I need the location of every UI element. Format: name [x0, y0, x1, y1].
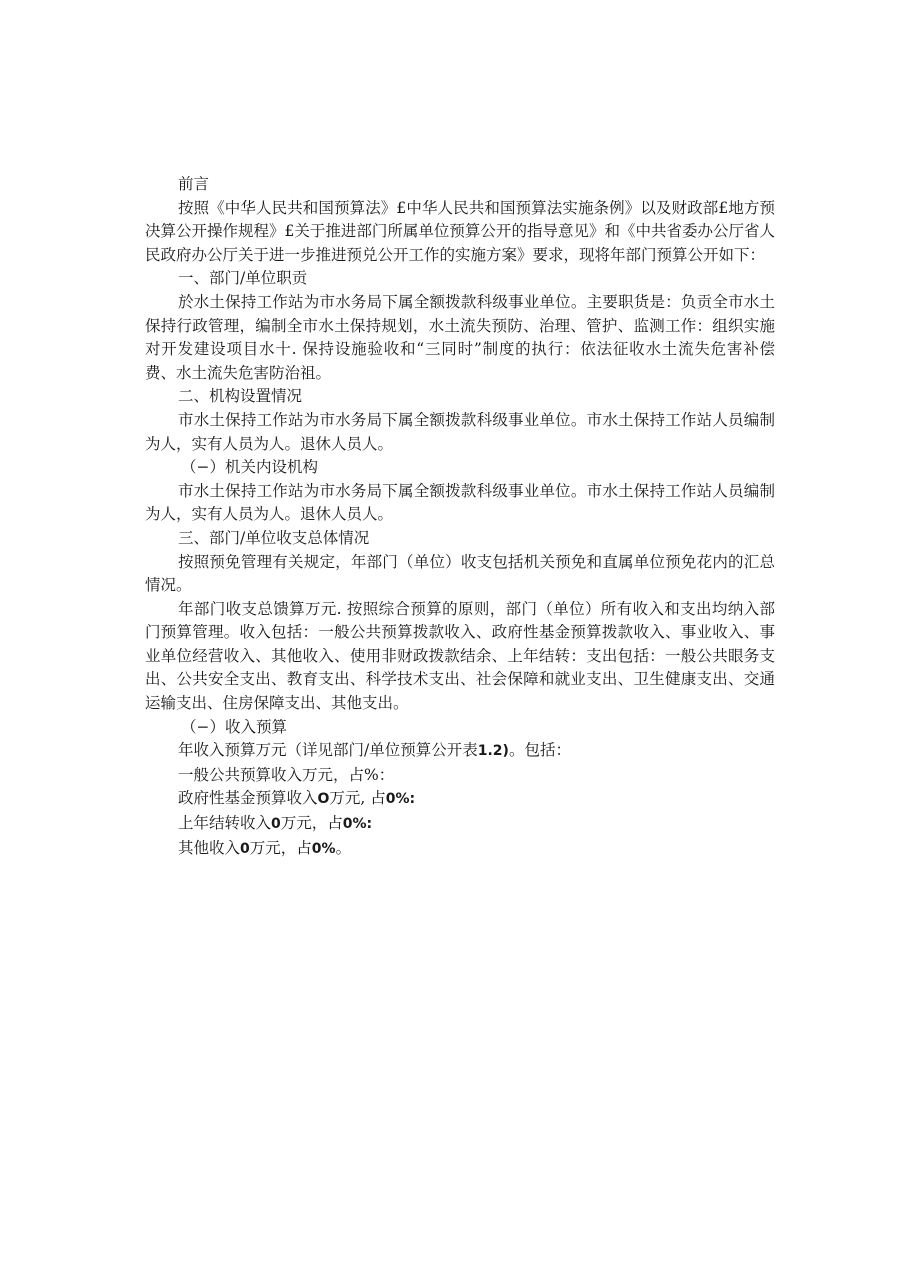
- section3-paragraph-2: 年部门收支总馈算万元. 按照综合预算的原则，部门（单位）所有收入和支出均纳入部门预算管理。收入包括：一般公共预算拨款收入、政府性基金预算拨款收入、事业收入、事业单位经营收入、其他收入、使用非财政拨款结余、上年结转：支出包括：一般公共眼务支出、公共安全支出、教育支出、科学技术支出、社会保障和就业支出、卫生健康支出、交通运输支出、住房保障支出、其他支出。: [145, 599, 775, 713]
- section2-title: 二、机构设置情况: [178, 387, 303, 406]
- income-line-carryover: [145, 812, 775, 837]
- income-line-total-text: 年收入预算万元（详见部门/单位预算公开表: [178, 741, 478, 760]
- section3-title: 三、部门/单位收支总体情况: [178, 528, 370, 547]
- income-line-other-label: 其他收入: [178, 838, 241, 857]
- income-line-total: [145, 739, 775, 764]
- section2-subsection-title: （−）机关内设机构: [181, 458, 318, 477]
- income-line-other-amount: 0: [240, 840, 250, 857]
- income-line-fund-percent: 0%:: [385, 791, 416, 808]
- income-line-carryover-label: 上年结转收入: [178, 814, 272, 833]
- income-budget-title: （−）收入预算: [181, 717, 287, 736]
- income-line-carryover-unit: 万元，占: [280, 814, 343, 833]
- document-body: [145, 173, 775, 861]
- income-line-fund-unit: 万元, 占: [329, 789, 386, 808]
- income-line-general: 一般公共预算收入万元，占%：: [178, 765, 395, 784]
- income-table-ref: 1.2): [477, 743, 509, 760]
- section1-title: 一、部门/单位职贡: [178, 269, 308, 288]
- section3-paragraph-1: 按照预免管理有关规定，年部门（单位）收支包括机关预免和直属单位预免花内的汇总情况。: [145, 552, 775, 595]
- income-line-carryover-amount: 0: [271, 816, 281, 833]
- income-line-total-tail: 。包括：: [508, 741, 571, 760]
- intro-paragraph: 按照《中华人民共和国预算法》£中华人民共和国预算法实施条例》以及财政部£地方预决算公开操作规程》£关于推进部门所属单位预算公开的指导意见》和《中共省委办公厅省人民政府办公厅关于进一步推进预兑公开工作的实施方案》要求，现将年部门预算公开如下：: [145, 198, 775, 264]
- income-line-fund: [145, 787, 775, 812]
- income-line-other: [145, 837, 775, 862]
- income-line-carryover-percent: 0%:: [342, 816, 373, 833]
- document-heading: 前言: [178, 175, 210, 193]
- income-line-fund-label: 政府性基金预算收入: [178, 789, 318, 808]
- income-line-other-percent: 0%: [311, 840, 336, 857]
- section2-subsection-paragraph: 市水土保持工作站为市水务局下属全额拨款科级事业单位。市水土保持工作站人员编制为人，实有人员为人。退休人员人。: [145, 481, 775, 524]
- income-line-fund-amount: O: [317, 791, 330, 808]
- income-line-other-unit: 万元，占: [249, 838, 312, 857]
- section2-paragraph: 市水土保持工作站为市水务局下属全额拨款科级事业单位。市水土保持工作站人员编制为人，实有人员为人。退休人员人。: [145, 410, 775, 453]
- section1-paragraph: 於水土保持工作站为市水务局下属全额拨款科级事业单位。主要职货是：负贡全市水土保持行政管理，编制全市水土保持规划，水土流失预防、治理、管护、监测工作：组织实施对开发建设项目水十. 保持设施验收和“三同时”制度的执行：依法征收水土流失危害补偿费、水土流失危害防治祖。: [145, 292, 775, 382]
- income-line-other-end: 。: [335, 838, 352, 857]
